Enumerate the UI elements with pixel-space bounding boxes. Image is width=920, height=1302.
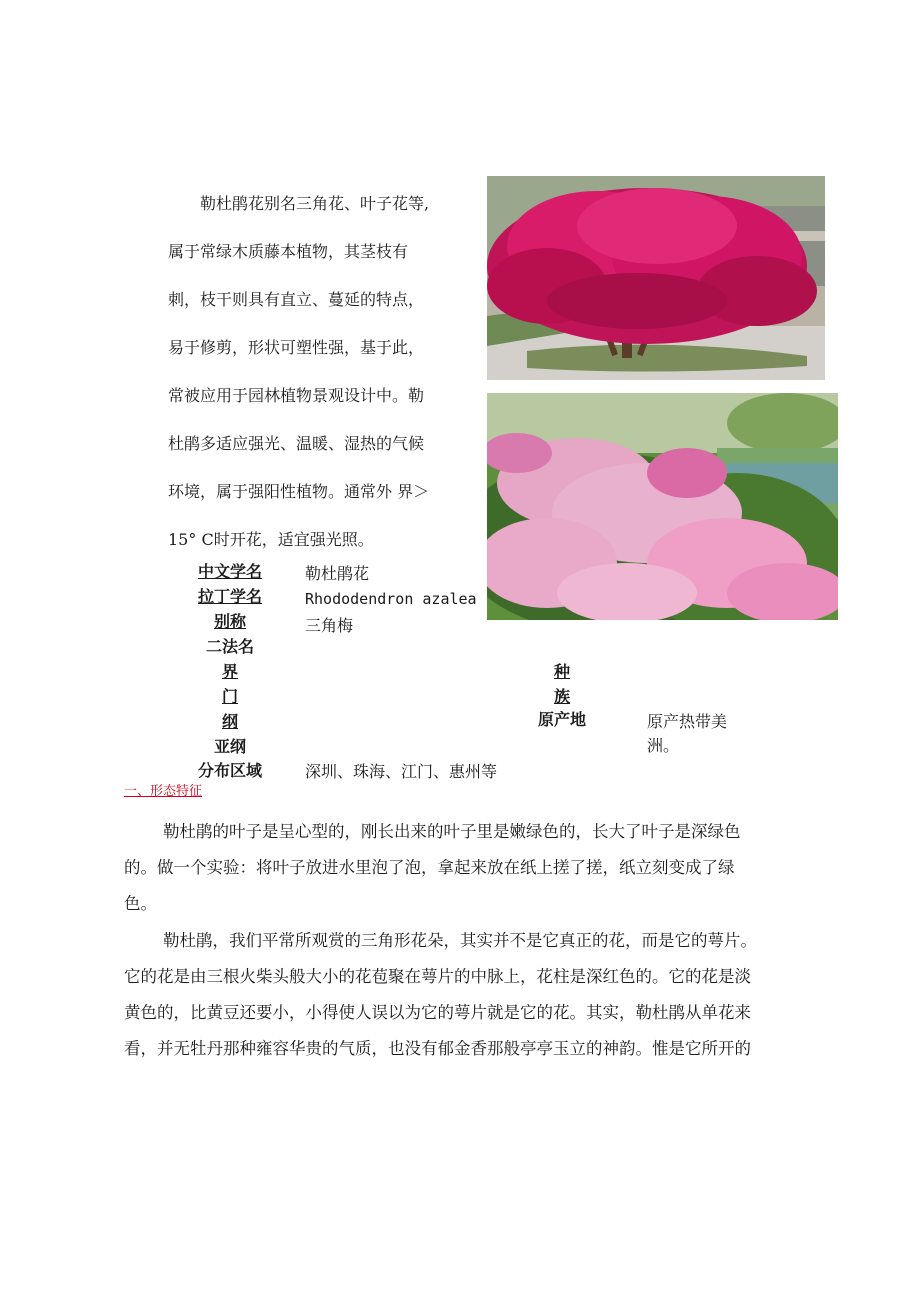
latin-name-label: 拉丁学名 [197, 587, 262, 606]
body-line: 勒杜鹃的叶子是呈心型的，刚长出来的叶子里是嫩绿色的，长大了叶子是深绿色 [163, 822, 741, 841]
origin-value: 洲。 [647, 736, 680, 755]
body-line: 勒杜鹃，我们平常所观赏的三角形花朵，其实并不是它真正的花，而是它的萼片。 [163, 931, 757, 950]
intro-line: 易于修剪，形状可塑性强，基于此， [168, 338, 425, 357]
intro-line: 属于常绿木质藤本植物，其茎枝有 [168, 242, 409, 261]
intro-line: 勒杜鹃花别名三角花、叶子花等, [200, 194, 430, 213]
origin-value: 原产热带美 [647, 712, 728, 731]
intro-line: 15° C时开花，适宜强光照。 [168, 530, 374, 549]
distribution-value: 深圳、珠海、江门、惠州等 [305, 762, 498, 781]
alias-label: 别称 [213, 612, 246, 631]
binomial-label: 二法名 [205, 637, 254, 656]
class-label: 纲 [221, 712, 238, 731]
body-line: 黄色的，比黄豆还要小，小得使人误以为它的萼片就是它的花。其实，勒杜鹃从单花来 [124, 1003, 751, 1022]
species-label: 种 [553, 662, 570, 681]
tribe-label: 族 [553, 687, 570, 706]
chinese-name-label: 中文学名 [197, 562, 262, 581]
body-line: 它的花是由三根火柴头般大小的花苞聚在萼片的中脉上，花柱是深红色的。它的花是淡 [124, 967, 751, 986]
section-heading: 一、形态特征 [124, 784, 203, 799]
intro-line: 刺，枝干则具有直立、蔓延的特点， [168, 290, 425, 309]
intro-line: 环境，属于强阳性植物。通常外 界＞ [168, 482, 430, 501]
intro-line: 杜鹃多适应强光、温暖、湿热的气候 [168, 434, 425, 453]
alias-value: 三角梅 [305, 616, 354, 635]
chinese-name-value: 勒杜鹃花 [305, 564, 370, 583]
subclass-label: 亚纲 [213, 737, 246, 756]
bougainvillea-bush-photo [487, 393, 838, 620]
phylum-label: 门 [221, 687, 238, 706]
latin-name-value: Rhododendron azalea [305, 590, 477, 608]
kingdom-label: 界 [221, 662, 238, 681]
body-line: 看，并无牡丹那种雍容华贵的气质，也没有郁金香那般亭亭玉立的神韵。惟是它所开的 [124, 1039, 751, 1058]
bougainvillea-tree-photo [487, 176, 825, 380]
body-line: 色。 [124, 894, 157, 913]
distribution-label: 分布区域 [197, 761, 262, 780]
origin-label: 原产地 [537, 710, 586, 729]
body-line: 的。做一个实验：将叶子放进水里泡了泡，拿起来放在纸上搓了搓，纸立刻变成了绿 [124, 858, 735, 877]
intro-line: 常被应用于园林植物景观设计中。勒 [168, 386, 425, 405]
